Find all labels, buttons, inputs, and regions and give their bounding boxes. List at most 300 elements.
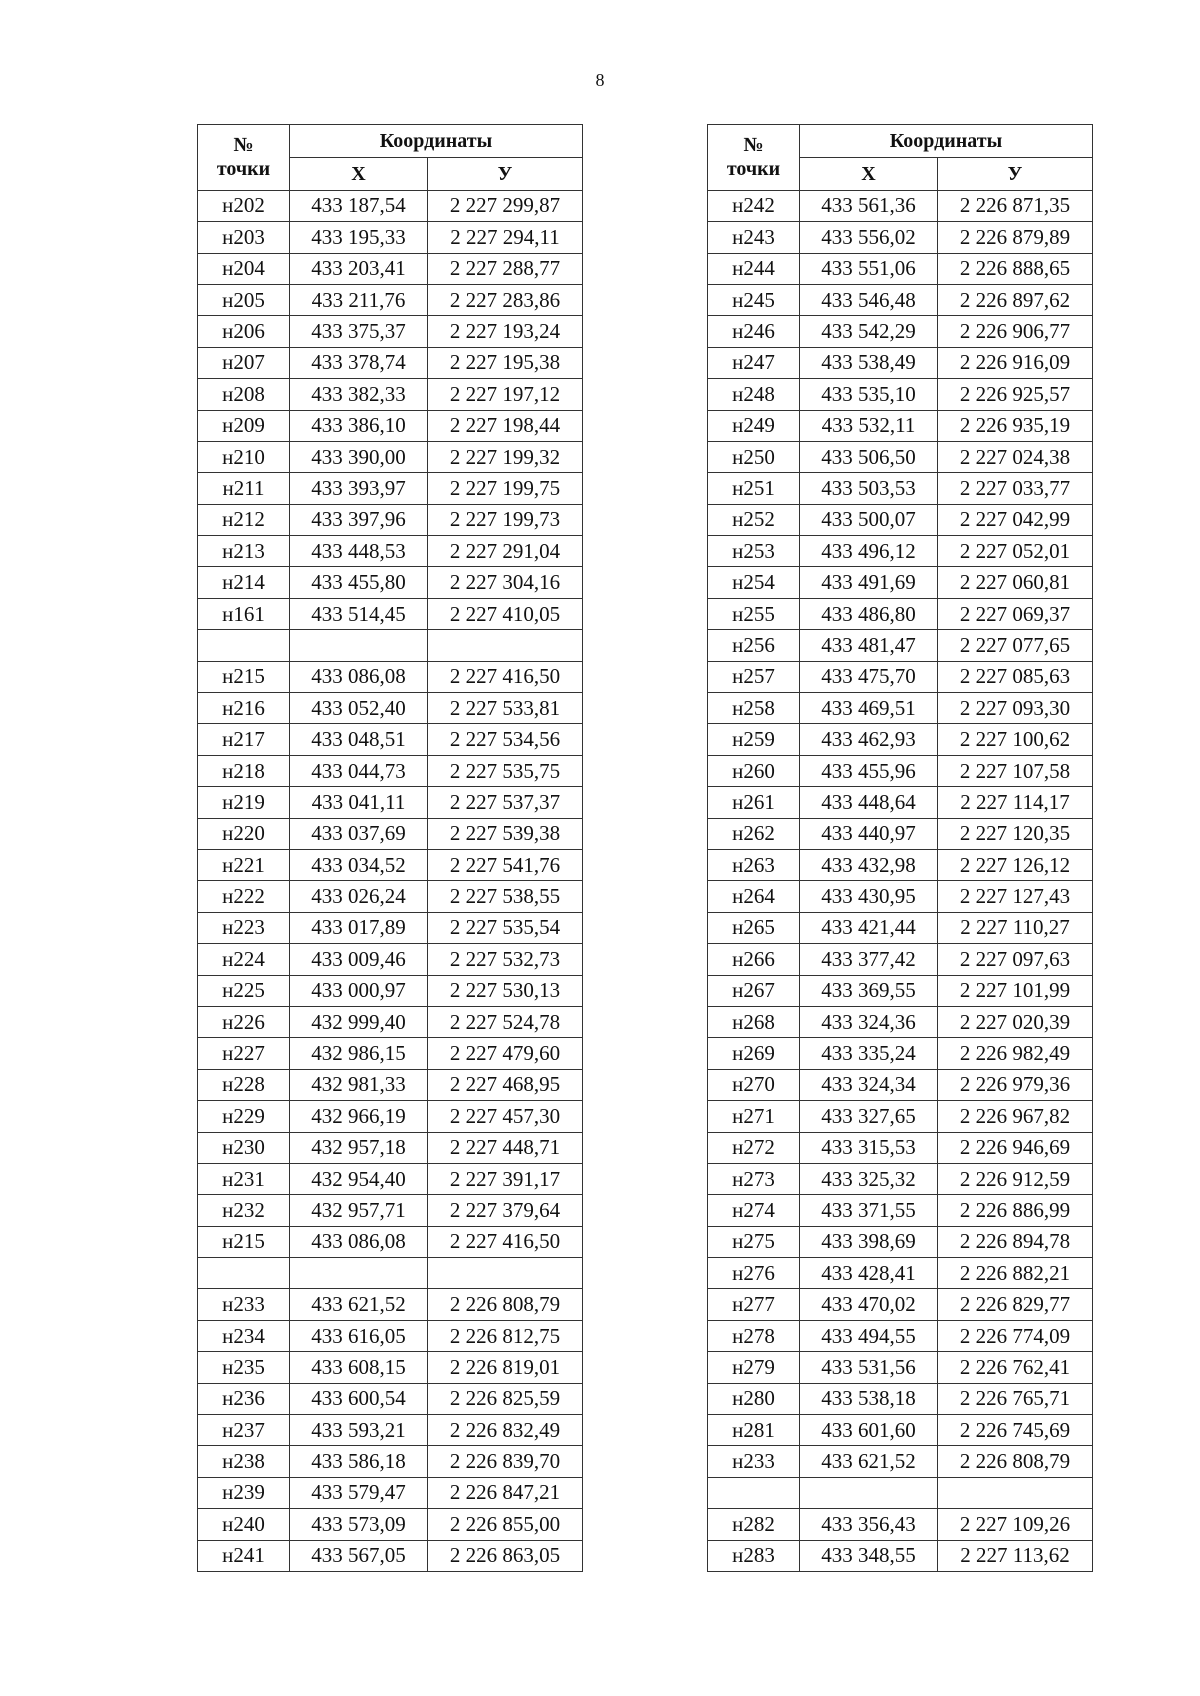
x-coordinate-cell: 433 369,55 [800, 975, 938, 1006]
table-row [708, 1446, 1093, 1477]
table-row [708, 567, 1093, 598]
table-row [198, 567, 583, 598]
table-row [708, 190, 1093, 221]
table-body [708, 190, 1093, 1571]
y-coordinate-cell: 2 227 288,77 [428, 253, 583, 284]
y-coordinate-cell: 2 227 114,17 [938, 787, 1093, 818]
point-number-cell [708, 1477, 800, 1508]
y-coordinate-cell: 2 226 855,00 [428, 1509, 583, 1540]
table-row [708, 1415, 1093, 1446]
table-row [198, 347, 583, 378]
point-number-cell: н244 [708, 253, 800, 284]
x-coordinate-cell: 433 315,53 [800, 1132, 938, 1163]
table-row [708, 1226, 1093, 1257]
point-number-cell: н212 [198, 504, 290, 535]
y-coordinate-cell: 2 226 882,21 [938, 1258, 1093, 1289]
table-row [708, 1101, 1093, 1132]
y-coordinate-cell: 2 226 832,49 [428, 1415, 583, 1446]
point-number-cell: н264 [708, 881, 800, 912]
point-number-cell: н249 [708, 410, 800, 441]
table-row [708, 1540, 1093, 1571]
table-row [708, 881, 1093, 912]
point-number-cell: н227 [198, 1038, 290, 1069]
table-row [708, 818, 1093, 849]
x-coordinate-cell [290, 1258, 428, 1289]
point-number-cell: н281 [708, 1415, 800, 1446]
x-coordinate-cell: 433 481,47 [800, 630, 938, 661]
x-coordinate-cell: 433 398,69 [800, 1226, 938, 1257]
table-row [198, 1069, 583, 1100]
x-coordinate-cell: 433 052,40 [290, 693, 428, 724]
table-row [708, 347, 1093, 378]
header-row-top [198, 125, 583, 158]
point-number-cell: н229 [198, 1101, 290, 1132]
point-number-cell: н215 [198, 661, 290, 692]
y-coordinate-cell: 2 226 762,41 [938, 1352, 1093, 1383]
y-coordinate-cell [428, 1258, 583, 1289]
table-row [708, 755, 1093, 786]
table-row [708, 787, 1093, 818]
x-coordinate-cell: 433 397,96 [290, 504, 428, 535]
x-coordinate-cell: 433 621,52 [290, 1289, 428, 1320]
table-row [198, 1540, 583, 1571]
y-coordinate-cell [938, 1477, 1093, 1508]
point-number-cell: н279 [708, 1352, 800, 1383]
point-number-cell: н238 [198, 1446, 290, 1477]
y-coordinate-cell: 2 226 906,77 [938, 316, 1093, 347]
table-row [198, 912, 583, 943]
point-number-cell: н205 [198, 284, 290, 315]
table-row [708, 1383, 1093, 1414]
table-row [708, 598, 1093, 629]
y-coordinate-cell: 2 227 120,35 [938, 818, 1093, 849]
x-coordinate-cell: 433 211,76 [290, 284, 428, 315]
point-number-cell: н231 [198, 1163, 290, 1194]
x-coordinate-cell: 433 325,32 [800, 1163, 938, 1194]
x-coordinate-cell: 433 535,10 [800, 379, 938, 410]
y-coordinate-cell: 2 227 479,60 [428, 1038, 583, 1069]
point-number-cell: н239 [198, 1477, 290, 1508]
x-coordinate-cell: 433 017,89 [290, 912, 428, 943]
x-coordinate-cell: 433 593,21 [290, 1415, 428, 1446]
point-number-cell: н272 [708, 1132, 800, 1163]
y-coordinate-cell: 2 226 888,65 [938, 253, 1093, 284]
point-number-cell: н252 [708, 504, 800, 535]
point-number-cell: н253 [708, 536, 800, 567]
x-coordinate-cell: 433 086,08 [290, 1226, 428, 1257]
x-header: X [800, 157, 938, 190]
x-coordinate-cell: 433 616,05 [290, 1320, 428, 1351]
table-row [708, 1289, 1093, 1320]
y-coordinate-cell: 2 226 825,59 [428, 1383, 583, 1414]
point-number-cell: н250 [708, 441, 800, 472]
y-coordinate-cell: 2 227 093,30 [938, 693, 1093, 724]
table-row [198, 1415, 583, 1446]
table-row [708, 1038, 1093, 1069]
point-number-cell: н226 [198, 1006, 290, 1037]
y-coordinate-cell: 2 227 199,32 [428, 441, 583, 472]
y-coordinate-cell: 2 226 912,59 [938, 1163, 1093, 1194]
x-coordinate-cell: 433 327,65 [800, 1101, 938, 1132]
y-coordinate-cell: 2 227 468,95 [428, 1069, 583, 1100]
point-number-cell: н234 [198, 1320, 290, 1351]
x-coordinate-cell: 433 430,95 [800, 881, 938, 912]
y-coordinate-cell: 2 227 199,75 [428, 473, 583, 504]
x-coordinate-cell: 433 386,10 [290, 410, 428, 441]
x-coordinate-cell: 433 586,18 [290, 1446, 428, 1477]
x-coordinate-cell: 433 037,69 [290, 818, 428, 849]
table-row [198, 284, 583, 315]
empty-separator-row [198, 1258, 583, 1289]
x-coordinate-cell: 433 048,51 [290, 724, 428, 755]
point-number-cell: н246 [708, 316, 800, 347]
point-number-cell: н273 [708, 1163, 800, 1194]
empty-separator-row [198, 630, 583, 661]
point-number-cell: н220 [198, 818, 290, 849]
x-coordinate-cell: 432 954,40 [290, 1163, 428, 1194]
y-coordinate-cell: 2 227 532,73 [428, 944, 583, 975]
y-coordinate-cell: 2 227 539,38 [428, 818, 583, 849]
table-row [198, 755, 583, 786]
point-number-cell: н211 [198, 473, 290, 504]
point-number-cell [198, 1258, 290, 1289]
x-coordinate-cell: 433 203,41 [290, 253, 428, 284]
x-coordinate-cell: 432 999,40 [290, 1006, 428, 1037]
y-coordinate-cell: 2 227 530,13 [428, 975, 583, 1006]
x-coordinate-cell: 433 390,00 [290, 441, 428, 472]
point-number-cell: н228 [198, 1069, 290, 1100]
point-number-cell: н242 [708, 190, 800, 221]
point-number-cell: н215 [198, 1226, 290, 1257]
x-coordinate-cell: 433 195,33 [290, 222, 428, 253]
point-number-cell: н221 [198, 849, 290, 880]
x-coordinate-cell: 433 486,80 [800, 598, 938, 629]
y-coordinate-cell: 2 227 069,37 [938, 598, 1093, 629]
y-coordinate-cell: 2 227 195,38 [428, 347, 583, 378]
point-number-cell: н213 [198, 536, 290, 567]
page-number: 8 [595, 70, 605, 90]
y-coordinate-cell: 2 226 745,69 [938, 1415, 1093, 1446]
table-row [198, 1509, 583, 1540]
y-coordinate-cell: 2 227 042,99 [938, 504, 1093, 535]
point-number-cell: н267 [708, 975, 800, 1006]
x-coordinate-cell: 433 503,53 [800, 473, 938, 504]
y-coordinate-cell: 2 226 879,89 [938, 222, 1093, 253]
point-number-cell: н248 [708, 379, 800, 410]
coordinates-table-right [707, 124, 1093, 1572]
point-number-cell: н256 [708, 630, 800, 661]
table-row [198, 818, 583, 849]
y-coordinate-cell: 2 226 829,77 [938, 1289, 1093, 1320]
y-coordinate-cell: 2 226 897,62 [938, 284, 1093, 315]
table-row [708, 379, 1093, 410]
point-number-cell: н219 [198, 787, 290, 818]
table-row [708, 661, 1093, 692]
table-row [708, 473, 1093, 504]
table-row [198, 1195, 583, 1226]
table-row [708, 724, 1093, 755]
y-coordinate-cell: 2 226 916,09 [938, 347, 1093, 378]
x-coordinate-cell: 433 531,56 [800, 1352, 938, 1383]
y-coordinate-cell: 2 226 982,49 [938, 1038, 1093, 1069]
x-coordinate-cell [290, 630, 428, 661]
x-coordinate-cell: 433 455,80 [290, 567, 428, 598]
x-coordinate-cell: 433 491,69 [800, 567, 938, 598]
y-coordinate-cell: 2 227 024,38 [938, 441, 1093, 472]
x-coordinate-cell: 433 546,48 [800, 284, 938, 315]
x-coordinate-cell: 433 324,36 [800, 1006, 938, 1037]
point-number-cell: н270 [708, 1069, 800, 1100]
table-row [198, 1163, 583, 1194]
y-coordinate-cell: 2 226 894,78 [938, 1226, 1093, 1257]
point-number-cell: н222 [198, 881, 290, 912]
table-row [198, 787, 583, 818]
table-row [708, 1258, 1093, 1289]
y-coordinate-cell: 2 226 839,70 [428, 1446, 583, 1477]
y-coordinate-cell: 2 227 448,71 [428, 1132, 583, 1163]
table-row [708, 504, 1093, 535]
y-coordinate-cell: 2 227 391,17 [428, 1163, 583, 1194]
table-row [198, 316, 583, 347]
table-row [198, 504, 583, 535]
x-coordinate-cell: 433 375,37 [290, 316, 428, 347]
x-coordinate-cell: 433 026,24 [290, 881, 428, 912]
y-coordinate-cell: 2 227 304,16 [428, 567, 583, 598]
point-number-cell: н247 [708, 347, 800, 378]
point-number-header: № [708, 125, 800, 158]
y-coordinate-cell: 2 226 808,79 [428, 1289, 583, 1320]
point-number-cell: н235 [198, 1352, 290, 1383]
point-number-cell: н210 [198, 441, 290, 472]
table-row [198, 441, 583, 472]
point-number-cell: н254 [708, 567, 800, 598]
point-number-cell: н275 [708, 1226, 800, 1257]
y-coordinate-cell: 2 227 110,27 [938, 912, 1093, 943]
point-number-cell: н261 [708, 787, 800, 818]
x-coordinate-cell: 433 378,74 [290, 347, 428, 378]
x-coordinate-cell: 433 561,36 [800, 190, 938, 221]
table-row [198, 1446, 583, 1477]
point-number-cell: н283 [708, 1540, 800, 1571]
y-coordinate-cell: 2 227 127,43 [938, 881, 1093, 912]
x-header: X [290, 157, 428, 190]
point-number-cell: н277 [708, 1289, 800, 1320]
x-coordinate-cell: 433 514,45 [290, 598, 428, 629]
x-coordinate-cell: 433 500,07 [800, 504, 938, 535]
y-coordinate-cell: 2 227 126,12 [938, 849, 1093, 880]
y-coordinate-cell: 2 227 033,77 [938, 473, 1093, 504]
point-number-cell: н241 [198, 1540, 290, 1571]
point-number-cell [198, 630, 290, 661]
table-row [198, 693, 583, 724]
table-row [198, 473, 583, 504]
x-coordinate-cell: 433 421,44 [800, 912, 938, 943]
point-number-cell: н217 [198, 724, 290, 755]
table-row [708, 536, 1093, 567]
point-number-cell: н218 [198, 755, 290, 786]
point-number-cell: н208 [198, 379, 290, 410]
x-coordinate-cell: 432 981,33 [290, 1069, 428, 1100]
point-number-cell: н259 [708, 724, 800, 755]
table-row [708, 849, 1093, 880]
y-header: У [938, 157, 1093, 190]
point-number-cell: н245 [708, 284, 800, 315]
table-row [708, 693, 1093, 724]
point-number-cell: н206 [198, 316, 290, 347]
x-coordinate-cell: 433 448,64 [800, 787, 938, 818]
x-coordinate-cell: 433 009,46 [290, 944, 428, 975]
x-coordinate-cell: 433 573,09 [290, 1509, 428, 1540]
point-number-cell: н233 [708, 1446, 800, 1477]
y-coordinate-cell: 2 226 979,36 [938, 1069, 1093, 1100]
point-number-cell: н282 [708, 1509, 800, 1540]
x-coordinate-cell: 433 462,93 [800, 724, 938, 755]
table-row [198, 598, 583, 629]
y-coordinate-cell: 2 227 537,37 [428, 787, 583, 818]
x-coordinate-cell: 433 086,08 [290, 661, 428, 692]
y-coordinate-cell: 2 226 819,01 [428, 1352, 583, 1383]
table-row [198, 1038, 583, 1069]
table-row [198, 253, 583, 284]
x-coordinate-cell: 433 044,73 [290, 755, 428, 786]
point-number-cell: н251 [708, 473, 800, 504]
table-row [198, 661, 583, 692]
x-coordinate-cell: 433 567,05 [290, 1540, 428, 1571]
x-coordinate-cell: 432 966,19 [290, 1101, 428, 1132]
table-row [198, 1226, 583, 1257]
x-coordinate-cell: 433 579,47 [290, 1477, 428, 1508]
table-row [708, 1509, 1093, 1540]
y-coordinate-cell: 2 227 291,04 [428, 536, 583, 567]
table-row [708, 1006, 1093, 1037]
y-coordinate-cell: 2 227 097,63 [938, 944, 1093, 975]
y-coordinate-cell: 2 227 199,73 [428, 504, 583, 535]
x-coordinate-cell: 433 034,52 [290, 849, 428, 880]
y-coordinate-cell: 2 227 457,30 [428, 1101, 583, 1132]
y-coordinate-cell: 2 227 107,58 [938, 755, 1093, 786]
y-coordinate-cell: 2 227 541,76 [428, 849, 583, 880]
y-header: У [428, 157, 583, 190]
x-coordinate-cell: 433 538,49 [800, 347, 938, 378]
table-row [198, 536, 583, 567]
table-row [198, 1383, 583, 1414]
x-coordinate-cell: 433 494,55 [800, 1320, 938, 1351]
y-coordinate-cell: 2 227 538,55 [428, 881, 583, 912]
header-row-bottom [708, 157, 1093, 190]
y-coordinate-cell: 2 227 193,24 [428, 316, 583, 347]
y-coordinate-cell: 2 227 533,81 [428, 693, 583, 724]
y-coordinate-cell: 2 227 020,39 [938, 1006, 1093, 1037]
table-row [198, 222, 583, 253]
x-coordinate-cell: 433 600,54 [290, 1383, 428, 1414]
y-coordinate-cell: 2 227 198,44 [428, 410, 583, 441]
y-coordinate-cell: 2 226 847,21 [428, 1477, 583, 1508]
table-row [708, 1195, 1093, 1226]
y-coordinate-cell: 2 226 871,35 [938, 190, 1093, 221]
point-number-cell: н202 [198, 190, 290, 221]
y-coordinate-cell: 2 227 077,65 [938, 630, 1093, 661]
point-number-cell: н216 [198, 693, 290, 724]
y-coordinate-cell: 2 227 535,54 [428, 912, 583, 943]
x-coordinate-cell: 433 556,02 [800, 222, 938, 253]
table-row [708, 630, 1093, 661]
x-coordinate-cell: 433 601,60 [800, 1415, 938, 1446]
point-number-cell: н257 [708, 661, 800, 692]
point-number-cell: н260 [708, 755, 800, 786]
y-coordinate-cell: 2 226 808,79 [938, 1446, 1093, 1477]
x-coordinate-cell: 433 440,97 [800, 818, 938, 849]
coordinates-header: Координаты [800, 125, 1093, 158]
point-number-cell: н232 [198, 1195, 290, 1226]
table-row [708, 316, 1093, 347]
point-number-cell: н255 [708, 598, 800, 629]
table-row [198, 379, 583, 410]
point-number-cell: н280 [708, 1383, 800, 1414]
point-number-cell: н271 [708, 1101, 800, 1132]
point-number-cell: н278 [708, 1320, 800, 1351]
x-coordinate-cell: 433 382,33 [290, 379, 428, 410]
x-coordinate-cell: 433 532,11 [800, 410, 938, 441]
table-row [708, 253, 1093, 284]
table-row [198, 1477, 583, 1508]
header-row-top [708, 125, 1093, 158]
y-coordinate-cell: 2 227 416,50 [428, 1226, 583, 1257]
table-row [198, 410, 583, 441]
point-number-header: № [198, 125, 290, 158]
y-coordinate-cell: 2 227 197,12 [428, 379, 583, 410]
table-row [198, 1132, 583, 1163]
point-number-cell: н263 [708, 849, 800, 880]
y-coordinate-cell: 2 226 886,99 [938, 1195, 1093, 1226]
table-row [708, 1069, 1093, 1100]
x-coordinate-cell: 432 957,18 [290, 1132, 428, 1163]
point-number-cell: н240 [198, 1509, 290, 1540]
y-coordinate-cell [428, 630, 583, 661]
table-row [708, 944, 1093, 975]
coordinates-table-left [197, 124, 583, 1572]
header-row-bottom [198, 157, 583, 190]
point-number-cell: н230 [198, 1132, 290, 1163]
x-coordinate-cell: 433 393,97 [290, 473, 428, 504]
point-number-cell: н223 [198, 912, 290, 943]
x-coordinate-cell [800, 1477, 938, 1508]
x-coordinate-cell: 432 957,71 [290, 1195, 428, 1226]
y-coordinate-cell: 2 227 283,86 [428, 284, 583, 315]
point-number-cell: н225 [198, 975, 290, 1006]
x-coordinate-cell: 432 986,15 [290, 1038, 428, 1069]
x-coordinate-cell: 433 356,43 [800, 1509, 938, 1540]
y-coordinate-cell: 2 227 299,87 [428, 190, 583, 221]
y-coordinate-cell: 2 227 534,56 [428, 724, 583, 755]
point-number-cell: н214 [198, 567, 290, 598]
point-number-cell: н262 [708, 818, 800, 849]
table-row [708, 410, 1093, 441]
x-coordinate-cell: 433 455,96 [800, 755, 938, 786]
x-coordinate-cell: 433 324,34 [800, 1069, 938, 1100]
point-number-cell: н209 [198, 410, 290, 441]
empty-separator-row [708, 1477, 1093, 1508]
x-coordinate-cell: 433 506,50 [800, 441, 938, 472]
y-coordinate-cell: 2 227 060,81 [938, 567, 1093, 598]
x-coordinate-cell: 433 335,24 [800, 1038, 938, 1069]
y-coordinate-cell: 2 226 765,71 [938, 1383, 1093, 1414]
point-number-cell: н233 [198, 1289, 290, 1320]
x-coordinate-cell: 433 428,41 [800, 1258, 938, 1289]
point-number-cell: н266 [708, 944, 800, 975]
y-coordinate-cell: 2 226 812,75 [428, 1320, 583, 1351]
point-number-cell: н268 [708, 1006, 800, 1037]
point-number-cell: н258 [708, 693, 800, 724]
